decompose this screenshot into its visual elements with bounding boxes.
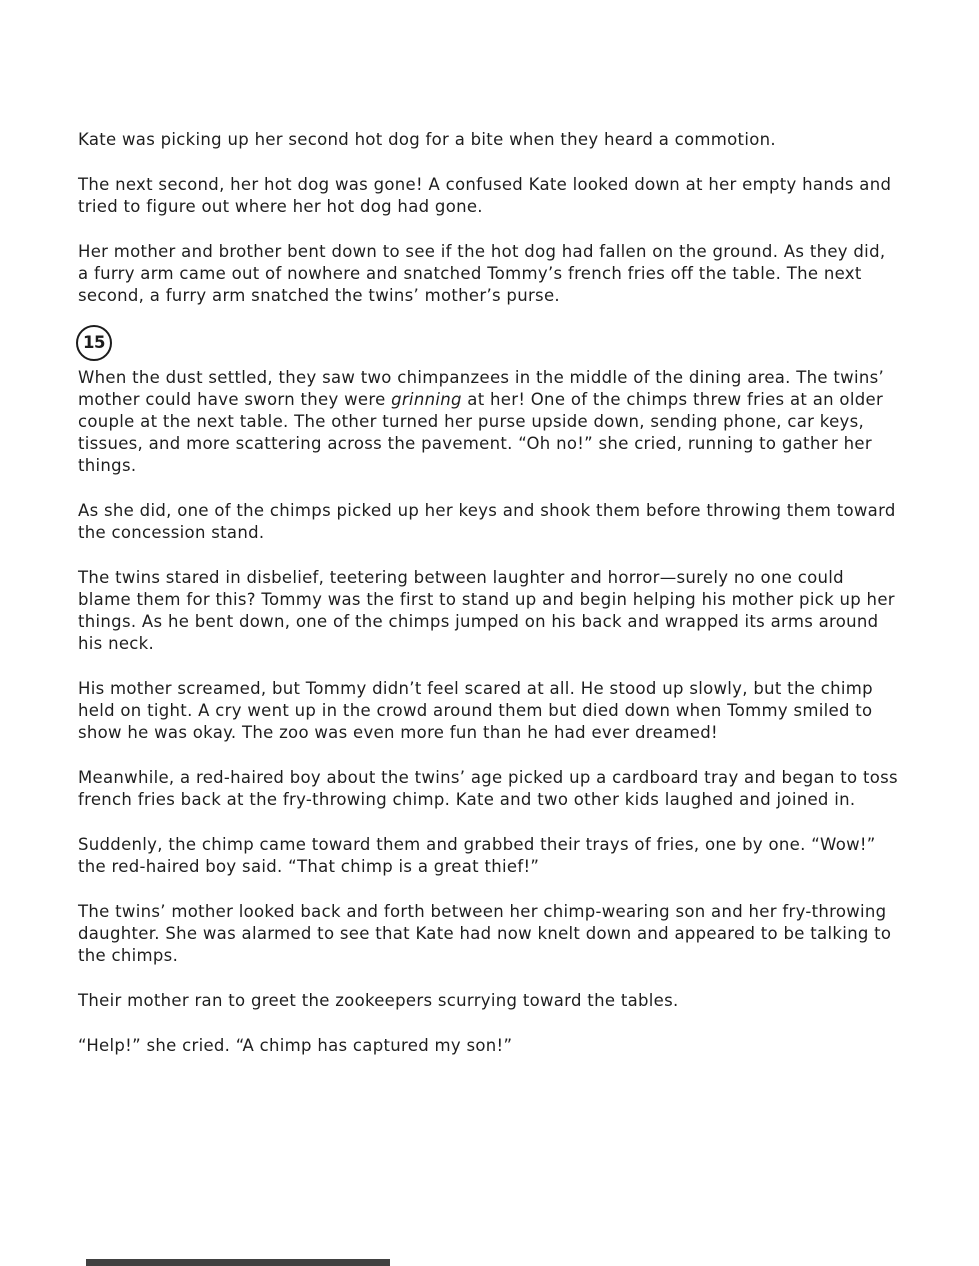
passage-paragraph — [78, 129, 900, 151]
text-run: Her mother and brother bent down to see if the hot dog had fallen on the ground. As they did, a furry arm came out of nowhere and snatched Tommy’s french fries off the table. The next second, a furry arm snatched the twins’ mother’s purse. — [78, 242, 886, 305]
passage-paragraph — [78, 901, 900, 967]
question-number-row — [78, 325, 900, 361]
text-run: The twins stared in disbelief, teetering between laughter and horror—surely no one could blame them for this? Tommy was the first to stand up and begin helping his mother pick up her things. As he bent down, one of the chimps jumped on his back and wrapped its arms around his neck. — [78, 568, 895, 653]
passage-paragraph — [78, 567, 900, 655]
passage-paragraphs-after-marker — [78, 367, 900, 1057]
passage-paragraph — [78, 990, 900, 1012]
passage-paragraph — [78, 767, 900, 811]
question-number-badge — [76, 325, 112, 361]
text-run: The next second, her hot dog was gone! A confused Kate looked down at her empty hands and tried to figure out where her hot dog had gone. — [78, 175, 892, 216]
passage-paragraph — [78, 1035, 900, 1057]
passage-paragraph — [78, 174, 900, 218]
passage-paragraph — [78, 834, 900, 878]
text-run: “Help!” she cried. “A chimp has captured my son!” — [78, 1036, 513, 1055]
text-run: As she did, one of the chimps picked up her keys and shook them before throwing them toward the concession stand. — [78, 501, 896, 542]
text-run: His mother screamed, but Tommy didn’t feel scared at all. He stood up slowly, but the chimp held on tight. A cry went up in the crowd around them but died down when Tommy smiled to show he was okay. The zoo was even more fun than he had ever dreamed! — [78, 679, 873, 742]
passage-paragraph — [78, 500, 900, 544]
text-run: at her! One of the chimps threw fries at an older couple at the next table. The other turned her purse upside down, sending phone, car keys, tissues, and more scattering across the pavement. “Oh no!” she cried, running to gather her things. — [78, 390, 884, 475]
reading-passage — [78, 129, 900, 1080]
text-run: When the dust settled, they saw two chimpanzees in the middle of the dining area. The twins’ mother could have sworn they were — [78, 368, 885, 409]
text-run: Suddenly, the chimp came toward them and grabbed their trays of fries, one by one. “Wow!” the red-haired boy said. “That chimp is a great thief!” — [78, 835, 876, 876]
passage-paragraph — [78, 241, 900, 307]
text-run: Kate was picking up her second hot dog for a bite when they heard a commotion. — [78, 130, 776, 149]
passage-paragraph — [78, 367, 900, 477]
italic-text-run: grinning — [391, 390, 462, 409]
footer-bar — [86, 1259, 390, 1266]
text-run: Meanwhile, a red-haired boy about the twins’ age picked up a cardboard tray and began to toss french fries back at the fry-throwing chimp. Kate and two other kids laughed and joined in. — [78, 768, 898, 809]
question-number-label: 15 — [83, 333, 105, 352]
passage-paragraphs-before-marker — [78, 129, 900, 307]
text-run: The twins’ mother looked back and forth between her chimp-wearing son and her fry-throwing daughter. She was alarmed to see that Kate had now knelt down and appeared to be talking to the chimps. — [78, 902, 892, 965]
passage-paragraph — [78, 678, 900, 744]
text-run: Their mother ran to greet the zookeepers scurrying toward the tables. — [78, 991, 679, 1010]
